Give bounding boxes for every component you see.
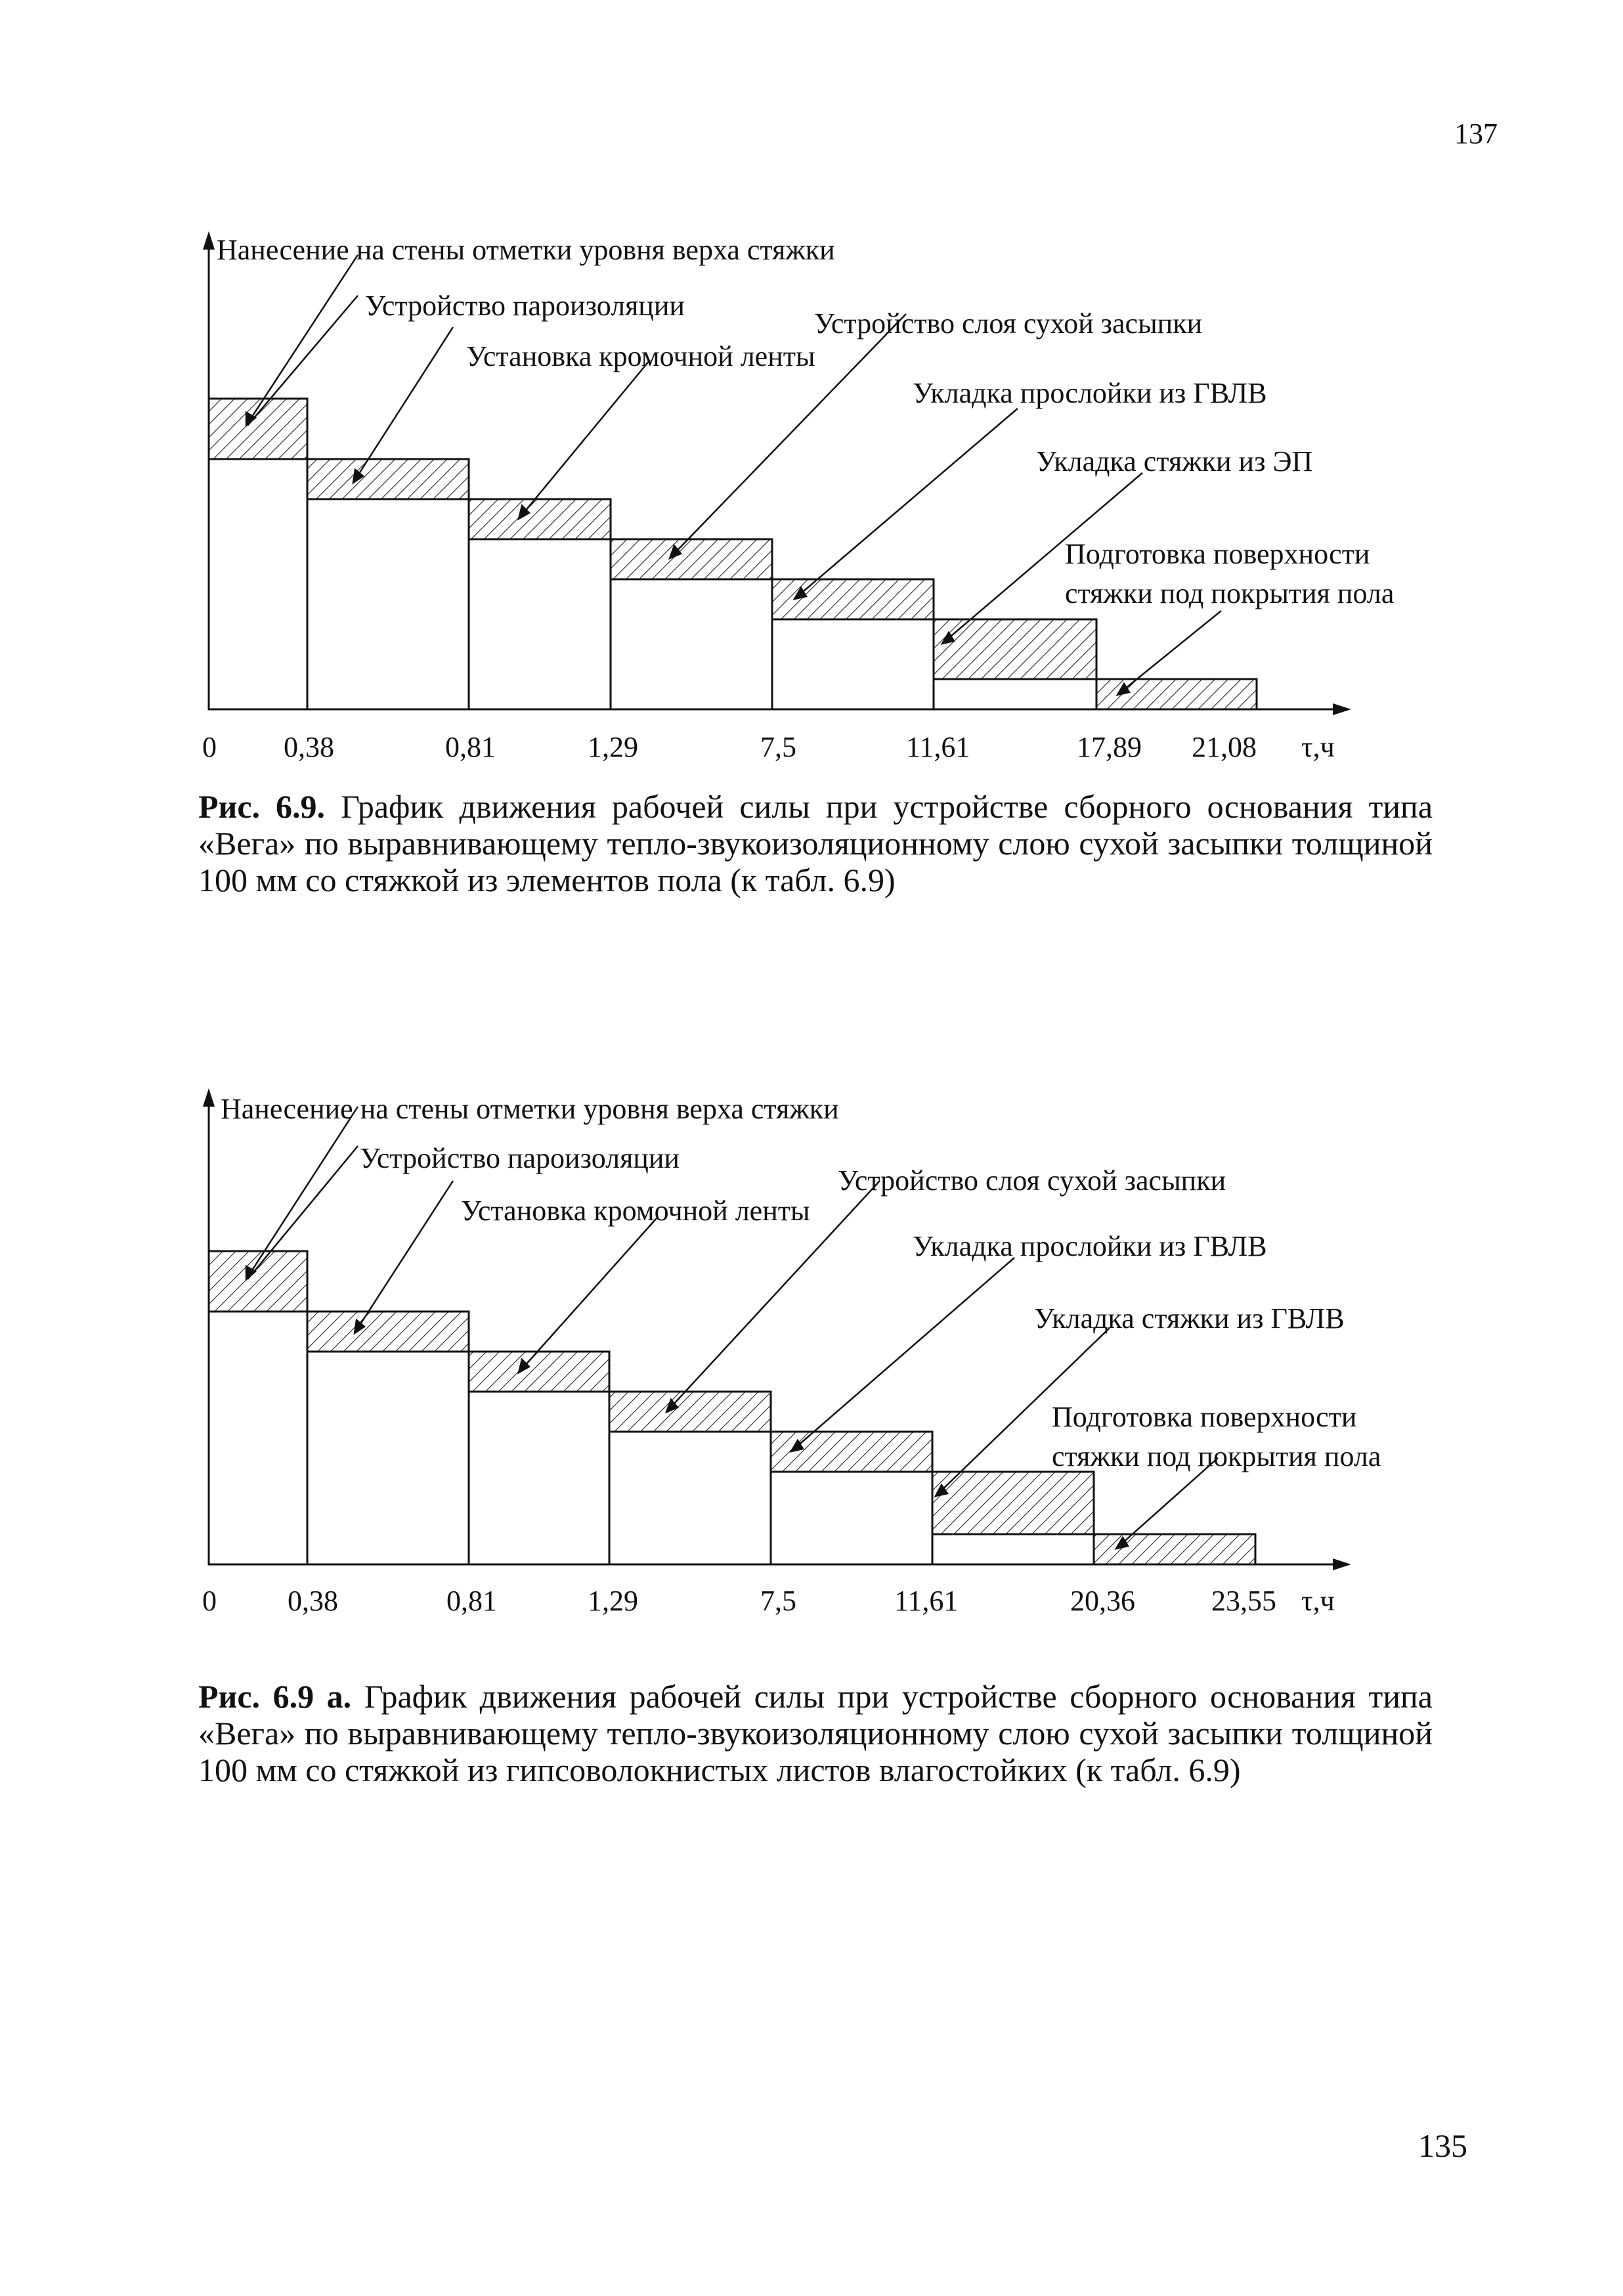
label-edge-tape: Установка кромочной ленты (461, 1195, 810, 1227)
stage-bar-4-hatch (609, 1392, 771, 1432)
y-axis-arrow-icon (203, 1088, 215, 1107)
x-tick-labels (202, 1585, 1335, 1617)
label-edge-tape: Установка кромочной ленты (466, 340, 815, 372)
figure-caption (198, 788, 1433, 898)
figure-6-9a (0, 1071, 1623, 1826)
stage-bar-4-hatch (611, 539, 772, 579)
caption-text: График движения рабочей силы при устройстве сборного основания типа «Вега» по выравнивающему тепло-звукоизоляционному слою сухой засыпки толщиной 100 мм со стяжкой из гипсоволокнистых листов влагостойких (к табл. 6.9) (198, 1678, 1433, 1788)
caption-number: Рис. 6.9 а. (198, 1678, 352, 1715)
x-tick-1: 0,38 (284, 731, 334, 763)
x-axis-unit: τ,ч (1301, 1585, 1335, 1617)
x-tick-7: 21,08 (1192, 731, 1257, 763)
figure-caption (198, 1678, 1433, 1788)
x-tick-2: 0,81 (445, 731, 496, 763)
page-number-bottom: 135 (1418, 2127, 1467, 2164)
x-tick-6: 20,36 (1070, 1585, 1135, 1617)
x-tick-2: 0,81 (446, 1585, 497, 1617)
label-wall-marking: Нанесение на стены отметки уровня верха стяжки (221, 1093, 839, 1125)
label-surface-prep-2: стяжки под покрытия пола (1052, 1440, 1381, 1472)
x-tick-0: 0 (202, 731, 217, 763)
x-tick-4: 7,5 (760, 731, 796, 763)
label-gvlv-layer: Укладка прослойки из ГВЛВ (913, 377, 1267, 409)
y-axis-arrow-icon (203, 231, 215, 250)
x-tick-3: 1,29 (588, 731, 638, 763)
label-surface-prep-1: Подготовка поверхности (1052, 1401, 1357, 1433)
figure-6-9 (0, 217, 1623, 946)
stage-bar-3-hatch (469, 499, 611, 539)
x-tick-7: 23,55 (1211, 1585, 1276, 1617)
x-axis-arrow-icon (1333, 1558, 1351, 1570)
x-tick-labels (202, 731, 1335, 763)
label-vapor-barrier: Устройство пароизоляции (365, 290, 685, 322)
x-axis-arrow-icon (1333, 703, 1351, 715)
x-axis-unit: τ,ч (1301, 731, 1335, 763)
x-tick-0: 0 (202, 1585, 217, 1617)
caption-number: Рис. 6.9. (198, 788, 326, 825)
label-vapor-barrier: Устройство пароизоляции (360, 1142, 680, 1174)
label-surface-prep-1: Подготовка поверхности (1065, 538, 1370, 570)
x-tick-3: 1,29 (588, 1585, 638, 1617)
x-tick-1: 0,38 (288, 1585, 338, 1617)
label-dry-backfill: Устройство слоя сухой засыпки (814, 307, 1203, 340)
stage-bar-3-hatch (469, 1352, 609, 1392)
x-tick-6: 17,89 (1077, 731, 1142, 763)
stage-bar-2-hatch (307, 459, 469, 499)
x-tick-5: 11,61 (894, 1585, 959, 1617)
label-screed: Укладка стяжки из ЭП (1036, 445, 1313, 477)
x-tick-5: 11,61 (906, 731, 970, 763)
stage-bar-7-hatch (1094, 1534, 1255, 1564)
label-screed-gvlv: Укладка стяжки из ГВЛВ (1034, 1302, 1345, 1335)
label-dry-backfill: Устройство слоя сухой засыпки (838, 1164, 1226, 1197)
label-wall-marking: Нанесение на стены отметки уровня верха стяжки (217, 234, 835, 266)
label-gvlv-layer: Укладка прослойки из ГВЛВ (913, 1230, 1267, 1262)
caption-text: График движения рабочей силы при устройстве сборного основания типа «Вега» по выравнивающему тепло-звукоизоляционному слою сухой засыпки толщиной 100 мм со стяжкой из элементов пола (к табл. 6.9) (198, 788, 1433, 898)
page-number-top: 137 (1454, 118, 1498, 150)
label-surface-prep-2: стяжки под покрытия пола (1065, 577, 1395, 609)
x-tick-4: 7,5 (760, 1585, 796, 1617)
stage-bar-5-hatch (771, 1432, 932, 1472)
stage-bar-6-hatch (934, 619, 1096, 679)
stage-bar-2-hatch (307, 1312, 469, 1352)
stage-bar-6-hatch (932, 1472, 1094, 1534)
